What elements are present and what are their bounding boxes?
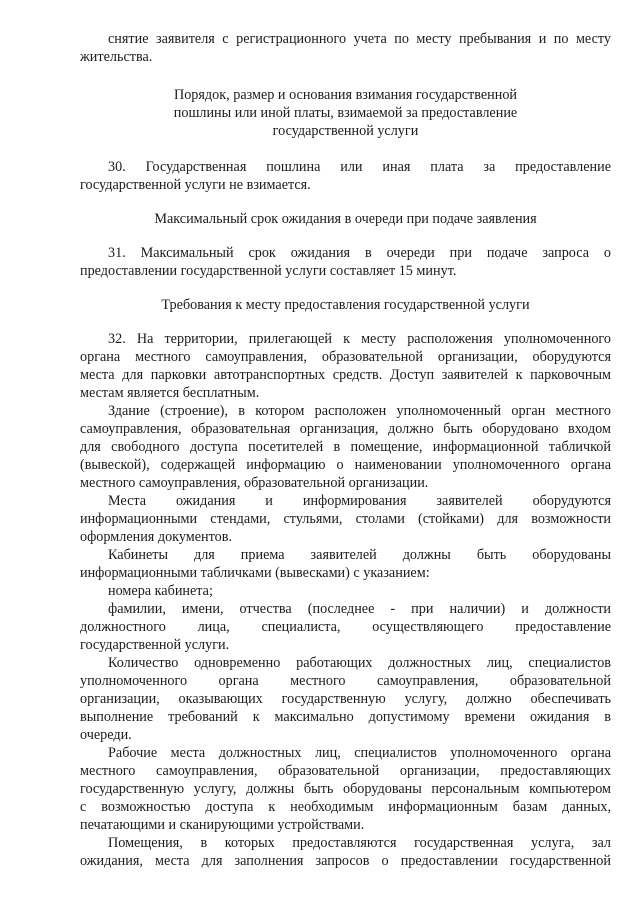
- paragraph-line: местам является бесплатным.: [80, 385, 260, 401]
- paragraph-line: очереди.: [80, 727, 132, 743]
- paragraph-line: места для парковки автотранспортных средств. Доступ заявителей к парковочным: [80, 367, 611, 383]
- paragraph-line: фамилии, имени, отчества (последнее - при наличии) и должности: [108, 601, 611, 617]
- paragraph-line: должностного лица, специалиста, осуществляющего предоставление: [80, 619, 611, 635]
- paragraph-line: Помещения, в которых предоставляются государственная услуга, зал: [108, 835, 611, 851]
- paragraph-line: номера кабинета;: [108, 583, 213, 599]
- paragraph-line: Рабочие места должностных лиц, специалистов уполномоченного органа: [108, 745, 611, 761]
- paragraph-line: с возможностью доступа к необходимым информационным базам данных,: [80, 799, 611, 815]
- section-heading: Порядок, размер и основания взимания государственной: [173, 87, 518, 103]
- paragraph-line: предоставлении государственной услуги составляет 15 минут.: [80, 263, 457, 279]
- paragraph-line: организации, оказывающих государственную услугу, должно обеспечивать: [80, 691, 611, 707]
- paragraph-line: снятие заявителя с регистрационного учета по месту пребывания и по месту: [108, 31, 611, 47]
- paragraph-line: государственной услуги не взимается.: [80, 177, 311, 193]
- paragraph-line: Кабинеты для приема заявителей должны быть оборудованы: [108, 547, 611, 563]
- paragraph-line: государственную услугу, должны быть оборудованы персональным компьютером: [80, 781, 611, 797]
- paragraph-line: государственной услуги.: [80, 637, 230, 653]
- paragraph-line: информационными стендами, стульями, столами (стойками) для возможности: [80, 511, 611, 527]
- section-heading: пошлины или иной платы, взимаемой за предоставление: [173, 105, 518, 121]
- paragraph-line: Здание (строение), в котором расположен уполномоченный орган местного: [108, 403, 611, 419]
- paragraph-line: местного самоуправления, образовательной организации, предоставляющих: [80, 763, 611, 779]
- paragraph-line: местного самоуправления, образовательной организации.: [80, 475, 429, 491]
- paragraph-line: жительства.: [80, 49, 153, 65]
- paragraph-line: Места ожидания и информирования заявителей оборудуются: [108, 493, 611, 509]
- paragraph-line: 30. Государственная пошлина или иная плата за предоставление: [108, 159, 611, 175]
- paragraph-line: ожидания, места для заполнения запросов о предоставлении государственной: [80, 853, 611, 869]
- paragraph-line: уполномоченного органа местного самоуправления, образовательной: [80, 673, 611, 689]
- paragraph-line: самоуправления, образовательная организация, должно быть оборудовано входом: [80, 421, 611, 437]
- paragraph-line: Количество одновременно работающих должностных лиц, специалистов: [108, 655, 611, 671]
- section-heading: Максимальный срок ожидания в очереди при подаче заявления: [154, 211, 537, 227]
- paragraph-line: органа местного самоуправления, образовательной организации, оборудуются: [80, 349, 611, 365]
- section-heading: государственной услуги: [272, 123, 419, 139]
- paragraph-line: оформления документов.: [80, 529, 233, 545]
- paragraph-line: (вывеской), содержащей информацию о наименовании уполномоченного органа: [80, 457, 611, 473]
- paragraph-line: информационными табличками (вывесками) с указанием:: [80, 565, 430, 581]
- paragraph-line: 32. На территории, прилегающей к месту расположения уполномоченного: [108, 331, 611, 347]
- paragraph-line: печатающими и сканирующими устройствами.: [80, 817, 365, 833]
- paragraph-line: выполнение требований к максимально допустимому времени ожидания в: [80, 709, 611, 725]
- section-heading: Требования к месту предоставления государственной услуги: [161, 297, 530, 313]
- paragraph-line: 31. Максимальный срок ожидания в очереди при подаче запроса о: [108, 245, 611, 261]
- paragraph-line: для свободного доступа посетителей в помещение, информационной табличкой: [80, 439, 611, 455]
